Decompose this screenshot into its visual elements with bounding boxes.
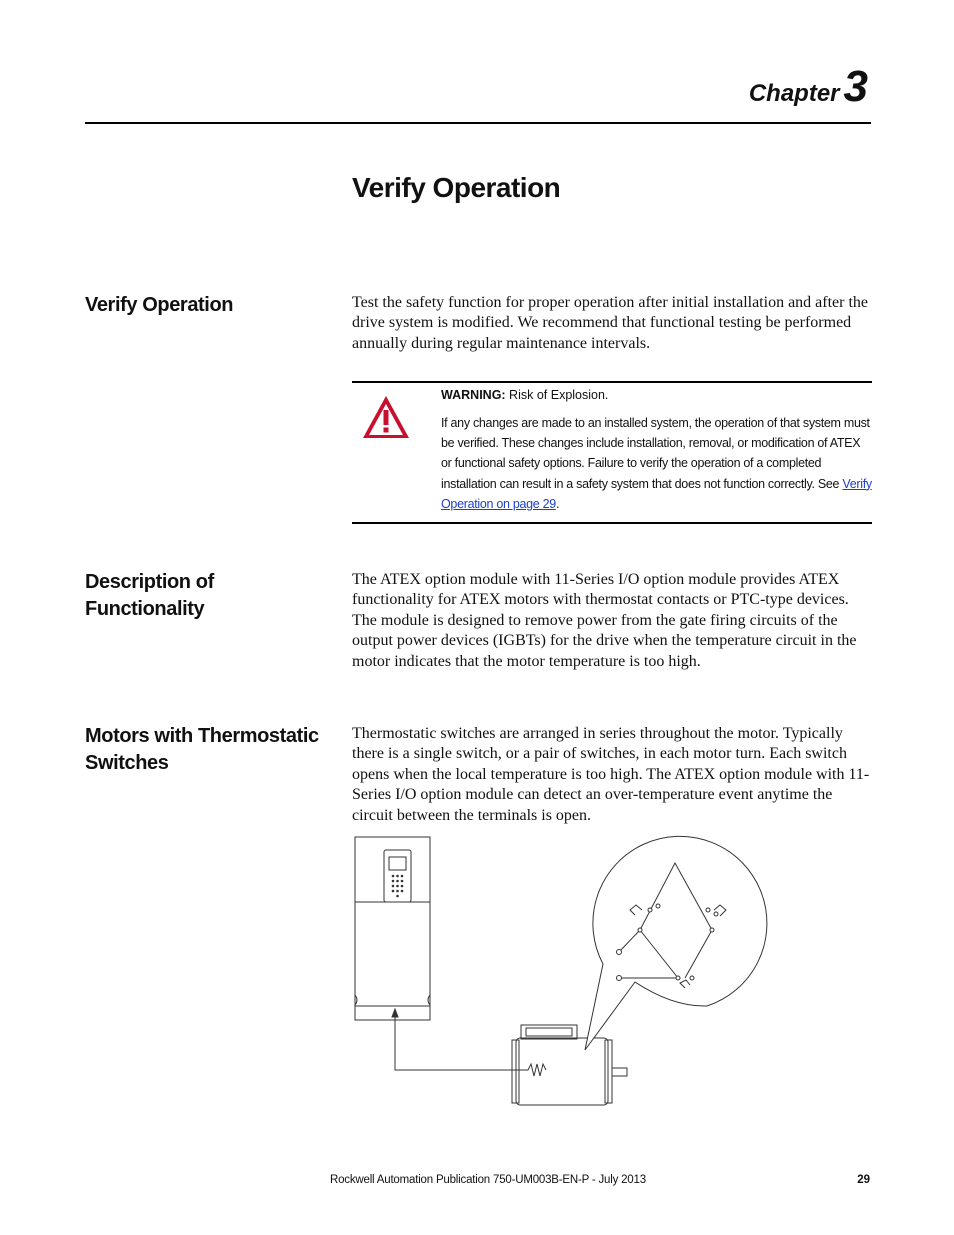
chapter-heading <box>749 62 868 112</box>
warning-box <box>352 381 872 524</box>
motor-illustration <box>512 1025 627 1105</box>
warning-body-text: If any changes are made to an installed system, the operation of that system must be verified. These changes include installation, removal, or modification of ATEX or functional safety options. Failure to verify the operation of a completed installation can result in a safety system that does not function correctly. See <box>441 416 870 491</box>
warning-label: WARNING: <box>441 388 506 402</box>
chapter-number: 3 <box>843 62 868 111</box>
thermostat-circuit-figure <box>340 830 780 1110</box>
page-title: Verify Operation <box>352 172 561 203</box>
warning-triangle-icon <box>360 393 412 441</box>
section-heading-verify: Verify Operation <box>85 294 234 316</box>
footer-page-number: 29 <box>857 1174 870 1186</box>
warning-body <box>441 413 873 514</box>
header-rule <box>85 122 871 124</box>
warning-title-text: Risk of Explosion. <box>505 388 609 402</box>
section-heading-description: Description of Functionality <box>85 571 214 620</box>
section-body-description: The ATEX option module with 11-Series I/O option module provides ATEX functionality for ATEX motors with thermostat contacts or PTC-type devices. The module is designed to remove power from the gate firing circuits of the output power devices (IGBTs) for the drive when the temperature circuit in the motor indicates that the motor temperature is too high. <box>352 571 857 670</box>
drive-illustration <box>355 837 430 1020</box>
warning-body-end: . <box>555 496 560 511</box>
section-heading-motors: Motors with Thermostatic Switches <box>85 725 319 774</box>
section-body-verify: Test the safety function for proper operation after initial installation and after the drive system is modified. We recommend that functional testing be performed annually during regular maintenance intervals. <box>352 294 869 352</box>
chapter-label: Chapter <box>748 80 840 107</box>
verify-operation-link[interactable]: Verify Operation on page 29 <box>441 476 872 511</box>
warning-title <box>441 388 608 402</box>
section-body-motors: Thermostatic switches are arranged in series throughout the motor. Typically there is a single switch, or a pair of switches, in each motor turn. Each switch opens when the local temperature is too high. The ATEX option module with 11-Series I/O option module can detect an over-temperature event anytime the circuit between the terminals is open. <box>352 725 870 824</box>
footer-publication: Rockwell Automation Publication 750-UM003B-EN-P - July 2013 <box>330 1174 646 1186</box>
